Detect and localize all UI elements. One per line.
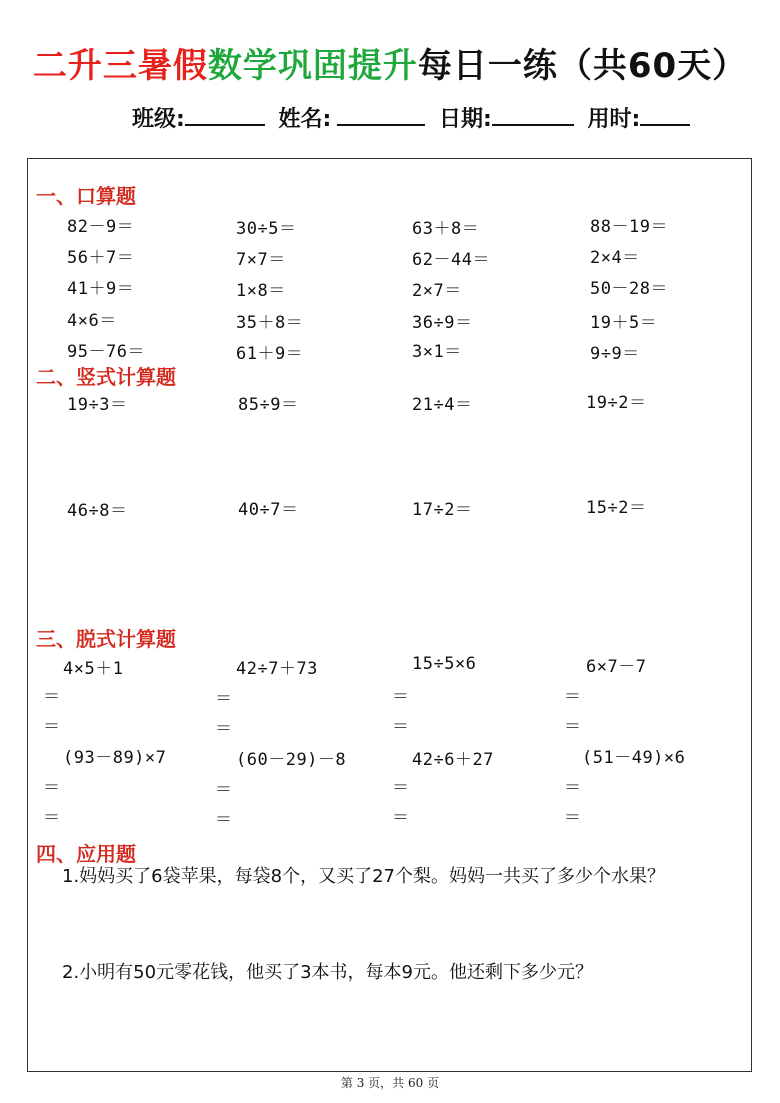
equals-sign: ＝ [43, 778, 60, 798]
oral-item: 3×1＝ [412, 342, 462, 362]
section-word-problems: 四、应用题 [36, 842, 136, 866]
title-season: 暑假 [137, 46, 208, 86]
title-grade: 二升三 [32, 46, 138, 86]
vertical-item: 15÷2＝ [586, 498, 647, 518]
date-label: 日期: [438, 107, 492, 132]
stepwise-item: (60－29)－8 [236, 750, 347, 770]
oral-item: 4×6＝ [67, 311, 117, 331]
name-label: 姓名: [278, 107, 332, 132]
equals-sign: ＝ [564, 808, 581, 828]
equals-sign: ＝ [564, 687, 581, 707]
equals-sign: ＝ [43, 717, 60, 737]
title-subject: 数学巩固提升 [207, 46, 418, 86]
equals-sign: ＝ [392, 687, 409, 707]
equals-sign: ＝ [392, 778, 409, 798]
oral-item: 62－44＝ [412, 250, 490, 270]
time-label: 用时: [587, 107, 641, 132]
word-problem-2: 2.小明有50元零花钱，他买了3本书，每本9元。他还剩下多少元？ [62, 962, 593, 983]
oral-item: 36÷9＝ [412, 313, 473, 333]
vertical-item: 17÷2＝ [412, 500, 473, 520]
equals-sign: ＝ [43, 687, 60, 707]
oral-item: 50－28＝ [590, 279, 668, 299]
oral-item: 88－19＝ [590, 217, 668, 237]
equals-sign: ＝ [43, 808, 60, 828]
equals-sign: ＝ [215, 719, 232, 739]
equals-sign: ＝ [392, 717, 409, 737]
oral-item: 35＋8＝ [236, 313, 304, 333]
date-blank[interactable] [492, 104, 574, 126]
equals-sign: ＝ [215, 780, 232, 800]
stepwise-item: 42÷7＋73 [236, 659, 318, 679]
vertical-item: 85÷9＝ [238, 395, 299, 415]
class-blank[interactable] [185, 104, 265, 126]
vertical-item: 19÷3＝ [67, 395, 128, 415]
oral-item: 1×8＝ [236, 281, 286, 301]
oral-item: 19＋5＝ [590, 313, 658, 333]
oral-item: 41＋9＝ [67, 279, 135, 299]
oral-item: 2×4＝ [590, 248, 640, 268]
stepwise-item: 6×7－7 [586, 657, 647, 677]
equals-sign: ＝ [392, 808, 409, 828]
equals-sign: ＝ [564, 717, 581, 737]
oral-item: 95－76＝ [67, 342, 145, 362]
vertical-item: 40÷7＝ [238, 500, 299, 520]
section-vertical: 二、竖式计算题 [36, 365, 176, 389]
oral-item: 7×7＝ [236, 250, 286, 270]
oral-item: 30÷5＝ [236, 219, 297, 239]
stepwise-item: (51－49)×6 [582, 748, 686, 768]
title-daily: 每日一练（共60天） [417, 46, 748, 86]
stepwise-item: 15÷5×6 [412, 654, 477, 674]
time-blank[interactable] [640, 104, 690, 126]
page-footer: 第 3 页，共 60 页 [340, 1076, 440, 1090]
word-problem-1: 1.妈妈买了6袋苹果，每袋8个，又买了27个梨。妈妈一共买了多少个水果？ [62, 866, 665, 887]
name-blank[interactable] [337, 104, 425, 126]
stepwise-item: 42÷6＋27 [412, 750, 494, 770]
stepwise-item: 4×5＋1 [63, 659, 124, 679]
stepwise-item: (93－89)×7 [63, 748, 167, 768]
vertical-item: 19÷2＝ [586, 393, 647, 413]
oral-item: 9÷9＝ [590, 344, 640, 364]
vertical-item: 21÷4＝ [412, 395, 473, 415]
section-oral: 一、口算题 [36, 184, 136, 208]
class-label: 班级: [132, 107, 185, 132]
equals-sign: ＝ [215, 810, 232, 830]
equals-sign: ＝ [564, 778, 581, 798]
oral-item: 63＋8＝ [412, 219, 480, 239]
vertical-item: 46÷8＝ [67, 501, 128, 521]
oral-item: 82－9＝ [67, 217, 135, 237]
header-fields [132, 102, 690, 133]
oral-item: 2×7＝ [412, 281, 462, 301]
worksheet-title [0, 38, 780, 87]
equals-sign: ＝ [215, 689, 232, 709]
oral-item: 61＋9＝ [236, 344, 304, 364]
section-stepwise: 三、脱式计算题 [36, 627, 176, 651]
oral-item: 56＋7＝ [67, 248, 135, 268]
